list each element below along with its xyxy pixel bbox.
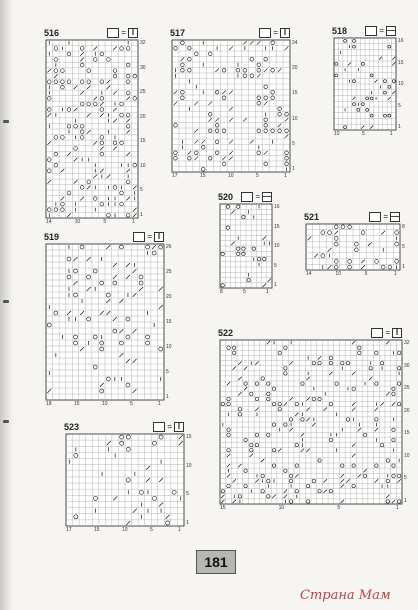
stitch-legend xyxy=(133,232,164,242)
column-number-label: 5 xyxy=(362,131,365,137)
site-watermark: Страна Мам xyxy=(300,588,391,603)
row-number-label: 5 xyxy=(292,140,295,147)
column-number-label: 1 xyxy=(284,173,287,179)
legend-stitch-symbol: I xyxy=(392,328,402,338)
row-number-label: 10 xyxy=(274,243,280,249)
pattern-521 xyxy=(304,212,405,277)
row-number-label: 10 xyxy=(186,462,192,469)
row-number-label: 1 xyxy=(186,520,189,526)
page-number: 181 xyxy=(196,550,236,574)
row-number-label: 20 xyxy=(404,407,410,414)
row-number-label: 24 xyxy=(292,40,298,46)
stitch-legend xyxy=(365,26,396,36)
row-number-label: 20 xyxy=(292,65,298,72)
row-number-label: 25 xyxy=(166,269,172,275)
column-number-label: 15 xyxy=(94,527,100,533)
row-number-label: 20 xyxy=(166,294,172,300)
column-number-label: 5 xyxy=(243,289,246,295)
column-number-label: 15 xyxy=(200,173,206,179)
column-number-label: 14 xyxy=(306,271,312,277)
legend-equals: = xyxy=(255,192,260,201)
pattern-number: 519 xyxy=(44,232,60,242)
row-number-label: 5 xyxy=(398,102,401,109)
column-number-label: 5 xyxy=(103,219,107,225)
legend-stitch-symbol: I xyxy=(128,28,138,38)
row-number-label: 10 xyxy=(140,162,146,169)
pattern-519 xyxy=(44,232,172,407)
legend-equals: = xyxy=(385,328,390,337)
column-number-label: 15 xyxy=(74,401,80,407)
row-number-label: 16 xyxy=(274,204,280,210)
stitch-legend xyxy=(259,28,290,38)
row-number-label: 32 xyxy=(140,40,146,46)
legend-blank-cell xyxy=(371,328,383,338)
pattern-523 xyxy=(64,422,192,533)
legend-blank-cell xyxy=(133,232,145,242)
binding-hole xyxy=(3,300,9,303)
row-number-label: 15 xyxy=(186,434,192,440)
pattern-522 xyxy=(218,328,410,511)
column-number-label: 1 xyxy=(390,131,393,137)
row-number-label: 8 xyxy=(402,224,405,230)
legend-stitch-symbol: I xyxy=(280,28,290,38)
chart-grid xyxy=(66,434,184,526)
row-number-label: 1 xyxy=(292,166,295,172)
legend-blank-cell xyxy=(241,192,253,202)
row-number-label: 1 xyxy=(274,282,277,288)
pattern-number: 522 xyxy=(218,328,234,338)
row-number-label: 16 xyxy=(398,38,404,44)
column-number-label: 10 xyxy=(278,505,285,511)
row-number-label: 10 xyxy=(292,115,298,122)
page-binding-edge xyxy=(0,0,14,610)
column-number-label: 10 xyxy=(334,131,340,137)
row-number-label: 30 xyxy=(140,64,146,71)
pattern-516 xyxy=(44,28,146,225)
legend-blank-cell xyxy=(369,212,381,222)
column-number-label: 10 xyxy=(335,271,341,277)
row-number-label: 5 xyxy=(186,491,189,498)
column-number-label: 15 xyxy=(220,505,226,511)
legend-stitch-symbol: — xyxy=(387,26,395,35)
pattern-number: 523 xyxy=(64,422,80,432)
row-number-label: 15 xyxy=(398,59,404,66)
column-number-label: 14 xyxy=(46,219,52,225)
pattern-520 xyxy=(218,192,280,295)
stitch-legend xyxy=(369,212,400,222)
column-number-label: 1 xyxy=(158,401,161,407)
column-number-label: 10 xyxy=(74,219,81,225)
row-number-label: 30 xyxy=(404,362,410,369)
pattern-number: 516 xyxy=(44,28,60,38)
column-number-label: 5 xyxy=(256,173,259,179)
pattern-number: 518 xyxy=(332,26,348,36)
row-number-label: 25 xyxy=(404,385,410,392)
pattern-517 xyxy=(170,28,298,179)
legend-equals: = xyxy=(121,28,126,37)
row-number-label: 20 xyxy=(140,113,146,120)
row-number-label: 5 xyxy=(140,187,143,194)
binding-hole xyxy=(3,420,9,423)
legend-blank-cell xyxy=(365,26,377,36)
column-number-label: 1 xyxy=(396,505,399,511)
row-number-label: 1 xyxy=(398,124,401,130)
row-number-label: 10 xyxy=(166,344,172,350)
row-number-label: 15 xyxy=(274,223,280,230)
legend-blank-cell xyxy=(107,28,119,38)
column-number-label: 10 xyxy=(102,401,108,407)
chart-grid xyxy=(46,244,164,400)
binding-hole xyxy=(3,120,9,123)
column-number-label: 10 xyxy=(228,173,234,179)
column-number-label: 1 xyxy=(178,527,181,533)
row-number-label: 5 xyxy=(404,475,407,482)
row-number-label: 1 xyxy=(166,394,169,400)
legend-equals: = xyxy=(167,422,172,431)
chart-grid xyxy=(334,38,396,130)
column-number-label: 17 xyxy=(66,527,72,533)
row-number-label: 10 xyxy=(404,452,410,459)
pattern-number: 517 xyxy=(170,28,186,38)
column-number-label: 8 xyxy=(220,289,223,295)
column-number-label: 1 xyxy=(132,219,135,225)
row-number-label: 15 xyxy=(166,319,172,325)
legend-blank-cell xyxy=(259,28,271,38)
column-number-label: 5 xyxy=(364,271,368,277)
row-number-label: 15 xyxy=(140,138,146,145)
legend-stitch-symbol: — xyxy=(391,212,399,221)
pattern-number: 520 xyxy=(218,192,234,202)
row-number-label: 1 xyxy=(140,212,143,218)
row-number-label: 32 xyxy=(404,340,410,346)
legend-stitch-symbol: I xyxy=(154,232,164,242)
row-number-label: 1 xyxy=(402,264,405,270)
stitch-legend xyxy=(241,192,272,202)
column-number-label: 5 xyxy=(337,505,341,511)
chart-grid xyxy=(220,204,272,288)
legend-equals: = xyxy=(273,28,278,37)
legend-equals: = xyxy=(147,232,152,241)
row-number-label: 15 xyxy=(292,90,298,97)
pattern-518 xyxy=(332,26,404,137)
column-number-label: 10 xyxy=(122,527,128,533)
row-number-label: 15 xyxy=(404,430,410,437)
legend-stitch-symbol: I xyxy=(174,422,184,432)
row-number-label: 5 xyxy=(402,244,405,250)
chart-grid xyxy=(46,40,138,218)
legend-equals: = xyxy=(379,26,384,35)
column-number-label: 1 xyxy=(266,289,269,295)
row-number-label: 1 xyxy=(404,498,407,504)
column-number-label: 5 xyxy=(150,527,153,533)
legend-equals: = xyxy=(383,212,388,221)
chart-grid xyxy=(220,340,402,504)
column-number-label: 18 xyxy=(46,401,52,407)
chart-grid xyxy=(172,40,290,172)
row-number-label: 25 xyxy=(140,89,146,96)
row-number-label: 5 xyxy=(274,262,277,269)
legend-blank-cell xyxy=(153,422,165,432)
stitch-legend xyxy=(153,422,184,432)
column-number-label: 5 xyxy=(130,401,133,407)
stitch-legend xyxy=(107,28,138,38)
row-number-label: 5 xyxy=(166,369,169,375)
column-number-label: 1 xyxy=(394,271,397,277)
pattern-number: 521 xyxy=(304,212,320,222)
row-number-label: 10 xyxy=(398,81,404,87)
legend-stitch-symbol: — xyxy=(263,192,271,201)
column-number-label: 17 xyxy=(172,173,178,179)
chart-grid xyxy=(306,224,400,270)
stitch-legend xyxy=(371,328,402,338)
row-number-label: 26 xyxy=(166,244,172,250)
